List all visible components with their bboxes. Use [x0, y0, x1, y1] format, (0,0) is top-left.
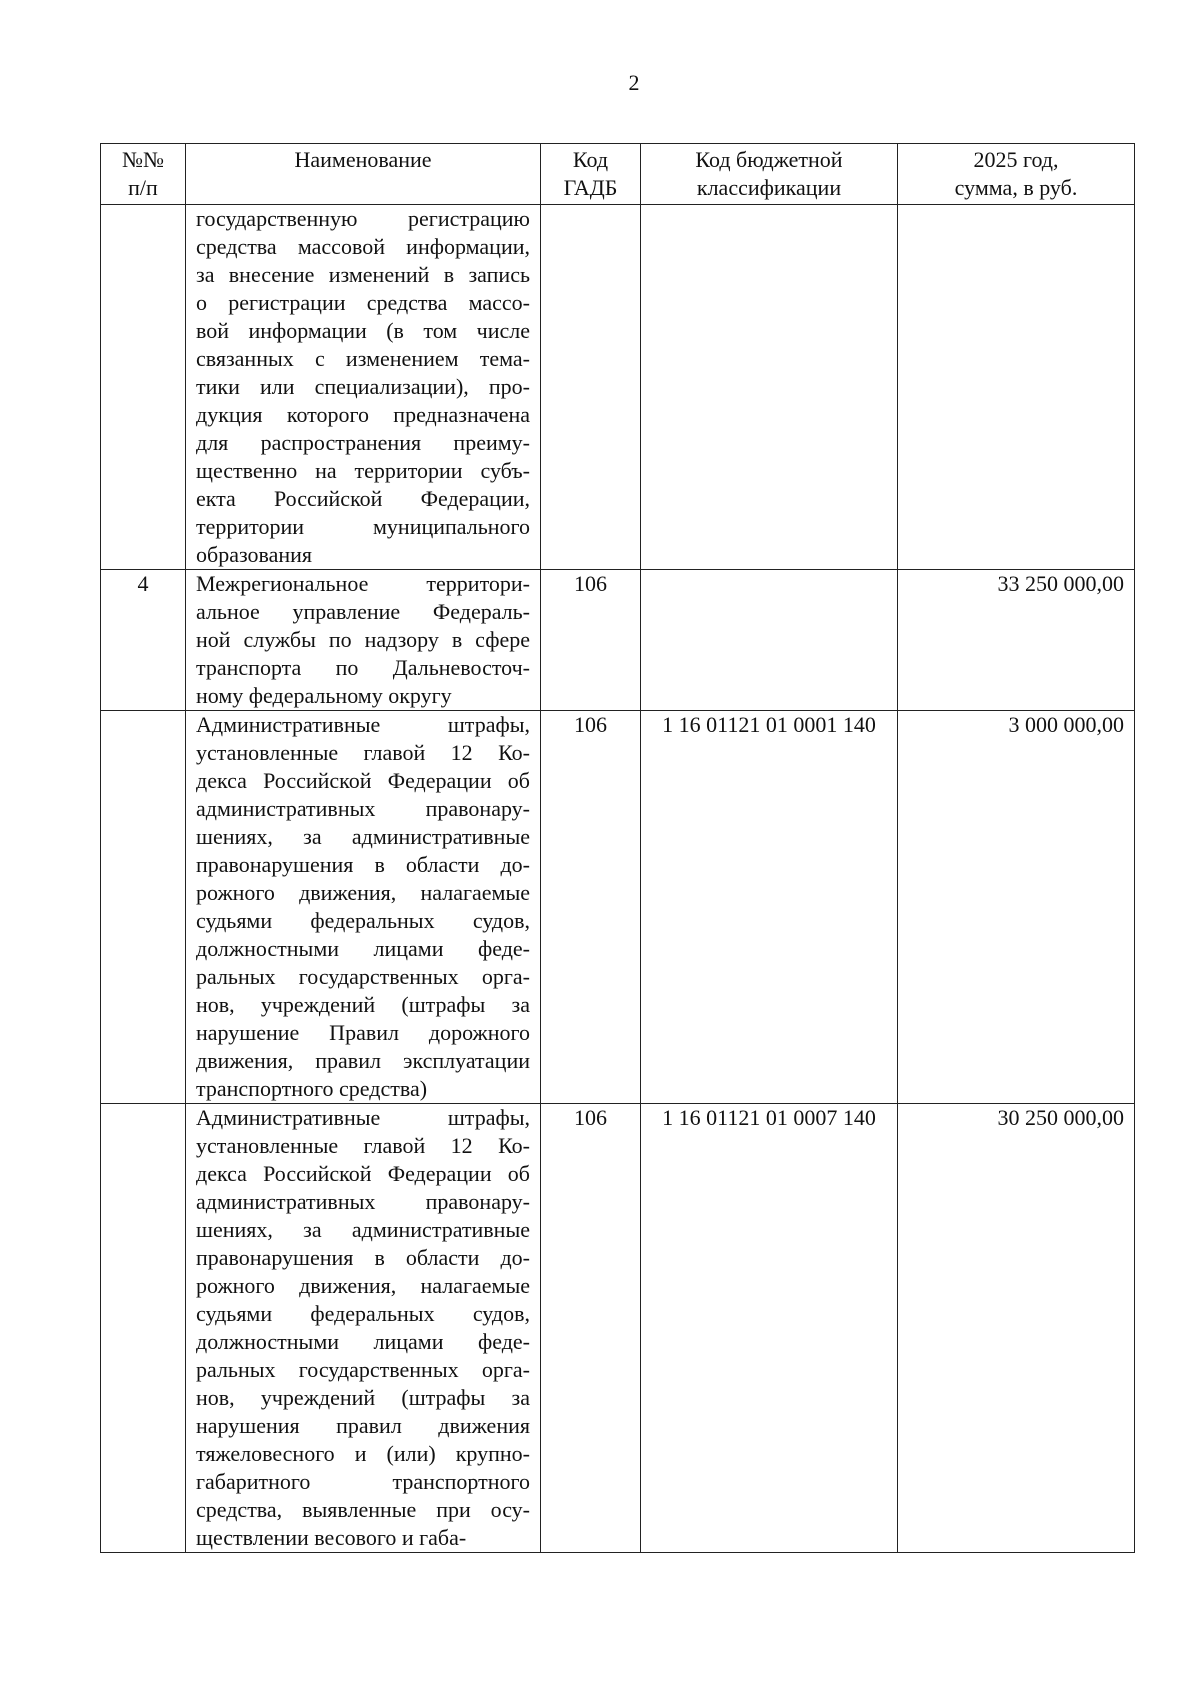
- row-kbk-cell: [641, 570, 898, 711]
- row-name-line: правонарушения в области до-: [196, 852, 530, 877]
- row-sum-cell: [898, 205, 1135, 570]
- row-number-cell: 4: [101, 570, 186, 711]
- row-name-line: установленные главой 12 Ко-: [196, 1133, 530, 1158]
- header-sum: [898, 144, 1135, 205]
- budget-revenue-table: [100, 143, 1135, 1553]
- row-name-line: рожного движения, налагаемые: [196, 1273, 530, 1298]
- row-name-line: средства массовой информации,: [196, 234, 530, 259]
- row-kbk-cell: 1 16 01121 01 0007 140: [641, 1104, 898, 1553]
- header-sum-line: сумма, в руб.: [954, 175, 1078, 200]
- row-name-line: о регистрации средства массо-: [196, 290, 530, 315]
- row-name-line: ной службы по надзору в сфере: [196, 627, 530, 652]
- row-name-cell: [186, 570, 541, 711]
- row-number-cell: [101, 1104, 186, 1553]
- header-num-line: п/п: [128, 175, 158, 200]
- row-name-line: тяжеловесного и (или) крупно-: [196, 1441, 530, 1466]
- row-name-line: рожного движения, налагаемые: [196, 880, 530, 905]
- row-name-line: нарушение Правил дорожного: [196, 1020, 530, 1045]
- row-name-line: Административные штрафы,: [196, 712, 530, 737]
- row-name-line: ральных государственных орга-: [196, 1357, 530, 1382]
- row-kbk-cell: [641, 205, 898, 570]
- table-row: [101, 205, 1135, 570]
- row-name-line: транспортного средства): [196, 1076, 428, 1101]
- header-num: [101, 144, 186, 205]
- row-name-line: административных правонару-: [196, 796, 530, 821]
- row-name-line: екта Российской Федерации,: [196, 486, 530, 511]
- row-name-line: для распространения преиму-: [196, 430, 530, 455]
- row-name-line: шениях, за административные: [196, 1217, 530, 1242]
- row-gadb-cell: 106: [541, 711, 641, 1104]
- row-name-line: территории муниципального: [196, 514, 530, 539]
- row-name-line: за внесение изменений в запись: [196, 262, 530, 287]
- table-row: [101, 570, 1135, 711]
- page-number: 2: [628, 70, 640, 95]
- header-name: [186, 144, 541, 205]
- table-row: [101, 711, 1135, 1104]
- row-name-line: судьями федеральных судов,: [196, 1301, 530, 1326]
- table-body: [101, 205, 1135, 1553]
- row-name-line: щественно на территории субъ-: [196, 458, 530, 483]
- row-name-line: декса Российской Федерации об: [196, 768, 530, 793]
- header-gadb-line: Код: [572, 147, 609, 172]
- row-name-line: нов, учреждений (штрафы за: [196, 992, 530, 1017]
- row-sum-cell: 30 250 000,00: [898, 1104, 1135, 1553]
- row-sum-cell: 33 250 000,00: [898, 570, 1135, 711]
- row-name-line: транспорта по Дальневосточ-: [196, 655, 530, 680]
- row-gadb-cell: 106: [541, 570, 641, 711]
- row-name-line: вой информации (в том числе: [196, 318, 530, 343]
- row-name-line: должностными лицами феде-: [196, 936, 530, 961]
- row-name-line: тики или специализации), про-: [196, 374, 530, 399]
- row-name-line: Межрегиональное территори-: [196, 571, 530, 596]
- row-name-line: правонарушения в области до-: [196, 1245, 530, 1270]
- row-name-line: шениях, за административные: [196, 824, 530, 849]
- row-gadb-cell: [541, 205, 641, 570]
- row-name-cell: [186, 1104, 541, 1553]
- row-name-cell: [186, 205, 541, 570]
- row-name-line: связанных с изменением тема-: [196, 346, 530, 371]
- header-kbk-line: Код бюджетной: [695, 147, 843, 172]
- row-name-line: ществлении весового и габа-: [196, 1525, 467, 1550]
- row-name-line: образования: [196, 542, 313, 567]
- row-number-cell: [101, 205, 186, 570]
- row-name-line: административных правонару-: [196, 1189, 530, 1214]
- row-name-line: дукция которого предназначена: [196, 402, 530, 427]
- row-name-line: движения, правил эксплуатации: [196, 1048, 530, 1073]
- table-header-row: [101, 144, 1135, 205]
- header-gadb-line: ГАДБ: [563, 175, 618, 200]
- row-name-line: декса Российской Федерации об: [196, 1161, 530, 1186]
- header-kbk-line: классификации: [696, 175, 842, 200]
- row-gadb-cell: 106: [541, 1104, 641, 1553]
- header-gadb: [541, 144, 641, 205]
- row-name-line: ральных государственных орга-: [196, 964, 530, 989]
- row-name-line: должностными лицами феде-: [196, 1329, 530, 1354]
- row-name-line: нов, учреждений (штрафы за: [196, 1385, 530, 1410]
- row-name-line: судьями федеральных судов,: [196, 908, 530, 933]
- header-num-line: №№: [122, 147, 164, 172]
- row-kbk-cell: 1 16 01121 01 0001 140: [641, 711, 898, 1104]
- row-name-cell: [186, 711, 541, 1104]
- row-name-line: установленные главой 12 Ко-: [196, 740, 530, 765]
- row-name-line: альное управление Федераль-: [196, 599, 530, 624]
- row-sum-cell: 3 000 000,00: [898, 711, 1135, 1104]
- row-number-cell: [101, 711, 186, 1104]
- header-sum-line: 2025 год,: [973, 147, 1059, 172]
- row-name-line: габаритного транспортного: [196, 1469, 530, 1494]
- row-name-line: ному федеральному округу: [196, 683, 452, 708]
- row-name-line: средства, выявленные при осу-: [196, 1497, 530, 1522]
- row-name-line: нарушения правил движения: [196, 1413, 530, 1438]
- header-kbk: [641, 144, 898, 205]
- table-row: [101, 1104, 1135, 1553]
- header-name-line: Наименование: [294, 147, 432, 172]
- row-name-line: Административные штрафы,: [196, 1105, 530, 1130]
- row-name-line: государственную регистрацию: [196, 206, 530, 231]
